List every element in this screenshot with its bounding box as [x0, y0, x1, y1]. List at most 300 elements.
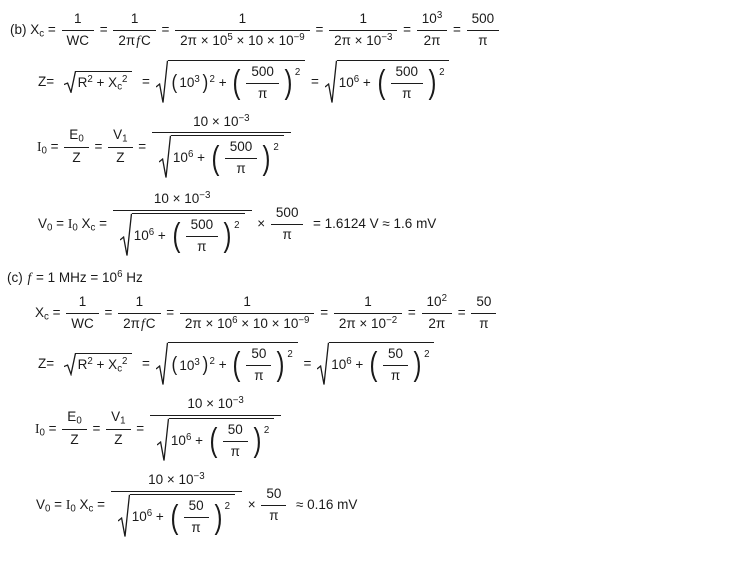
radicand [171, 135, 284, 180]
math-text: = [50, 497, 66, 513]
math-text: π [269, 508, 279, 524]
math-text: 10 [179, 75, 195, 91]
paren-content [183, 216, 222, 257]
fraction [246, 345, 271, 386]
math-text: 1 [74, 11, 82, 26]
numerator [246, 345, 271, 366]
close-paren: ) [276, 346, 285, 384]
math-text: 50 [476, 294, 492, 310]
equation-c-current [35, 395, 730, 464]
math-superscript: 2 [209, 356, 215, 368]
math-text: + [154, 227, 170, 243]
math-text: X [75, 497, 89, 513]
numerator [271, 204, 304, 225]
math-italic-var: f [136, 32, 140, 48]
numerator [261, 485, 286, 506]
math-text: WC [71, 316, 94, 332]
open-paren: ( [377, 64, 385, 102]
numerator [391, 63, 424, 84]
radicand [337, 60, 450, 105]
denominator [111, 492, 242, 540]
numerator [175, 10, 310, 31]
numerator [106, 408, 130, 429]
math-text: E [67, 409, 77, 425]
denominator [271, 225, 304, 245]
open-paren: ( [369, 346, 378, 384]
math-text: = [311, 21, 328, 37]
math-subscript: 0 [39, 427, 45, 439]
numerator [152, 113, 291, 134]
math-text: 50 [388, 346, 404, 362]
heading-c-frequency [7, 269, 730, 287]
math-text: = [134, 355, 154, 371]
math-superscript: −3 [199, 190, 211, 202]
math-superscript: 2 [122, 74, 128, 86]
paren-content [181, 497, 212, 538]
math-text: Z [70, 431, 79, 447]
fraction [108, 126, 132, 167]
radical-sign-icon [157, 418, 169, 463]
math-subscript: 0 [72, 222, 78, 234]
math-superscript: 2 [122, 356, 128, 368]
math-text: 50 [251, 346, 267, 362]
math-text: π [254, 367, 264, 383]
math-superscript: −3 [232, 394, 244, 406]
math-text: 10 [172, 150, 188, 166]
equation-b-impedance [38, 60, 730, 105]
close-paren: ) [214, 498, 223, 536]
square-root [118, 494, 235, 539]
paren-group [209, 138, 274, 179]
math-superscript: 2 [424, 348, 430, 360]
paren-content [243, 345, 274, 386]
math-text: = 1.6124 V ≈ 1.6 mV [305, 216, 437, 231]
math-text: Z= [38, 73, 62, 89]
numerator [150, 395, 281, 416]
fraction [111, 471, 242, 540]
square-root [159, 135, 284, 180]
open-paren: ( [171, 71, 177, 94]
fraction [180, 293, 315, 334]
paren-content [380, 345, 411, 386]
radical-sign-icon [325, 60, 337, 105]
math-text: = [95, 216, 111, 231]
math-superscript: 2 [441, 293, 447, 305]
math-text: 1 [243, 294, 251, 310]
open-paren: ( [172, 217, 181, 255]
math-superscript: 3 [194, 356, 200, 368]
radicand [168, 342, 298, 387]
math-text: = [449, 21, 465, 37]
paren-group [375, 63, 440, 104]
paren-content [220, 421, 251, 462]
math-text: × 10 × 10 [232, 32, 294, 48]
close-paren: ) [223, 217, 232, 255]
math-text: + [152, 509, 168, 525]
square-root [157, 418, 274, 463]
fraction [175, 10, 310, 51]
math-text: ≈ 0.16 mV [288, 497, 358, 513]
denominator [422, 314, 452, 334]
math-text: 500 [471, 11, 495, 26]
denominator [113, 31, 155, 51]
fraction [62, 408, 86, 449]
math-text: × 10 × 10 [237, 316, 299, 332]
numerator [108, 126, 132, 147]
math-text: + X [92, 74, 118, 90]
denominator [152, 133, 291, 181]
math-subscript: c [117, 363, 123, 375]
math-text: = [399, 21, 415, 37]
math-text: + [214, 356, 231, 372]
math-subscript: 1 [120, 416, 126, 428]
math-text: = [52, 216, 68, 231]
math-superscript: 6 [185, 431, 192, 443]
numerator [246, 63, 279, 84]
math-text: Z= [38, 355, 62, 371]
radical-sign-icon [156, 342, 168, 387]
denominator [329, 31, 397, 51]
math-text: X [77, 216, 91, 231]
math-text: 10 [331, 356, 347, 372]
math-superscript: 5 [227, 32, 233, 44]
radicand [168, 60, 306, 105]
math-text: π [478, 32, 488, 48]
open-paren: ( [232, 346, 241, 384]
math-text: 10 [179, 357, 195, 373]
math-superscript: 6 [353, 73, 360, 85]
math-text: π [257, 85, 268, 101]
math-serif-var: I [65, 497, 71, 513]
denominator [62, 430, 86, 450]
math-superscript: 6 [346, 356, 352, 368]
math-italic-var: f [27, 269, 32, 285]
paren-group [230, 63, 295, 104]
numerator [66, 293, 99, 314]
radical-sign-icon [64, 71, 76, 93]
numerator [467, 10, 500, 31]
paren-group [170, 71, 210, 94]
denominator [383, 366, 408, 386]
math-italic-var: f [140, 316, 145, 332]
paren-content [178, 74, 200, 92]
numerator [417, 10, 447, 31]
math-subscript: c [90, 222, 96, 234]
math-text: + [193, 150, 209, 166]
math-text: = [134, 73, 154, 89]
square-root [317, 342, 434, 387]
denominator [180, 314, 315, 334]
math-text: 1 [359, 11, 367, 26]
math-text: 1 [78, 294, 87, 310]
math-superscript: 2 [294, 66, 301, 78]
math-text: 50 [266, 486, 282, 502]
math-text: = [96, 21, 112, 37]
radicand [132, 213, 245, 258]
math-text: 500 [251, 63, 274, 79]
radicand [76, 71, 133, 93]
math-text: 1 [135, 294, 144, 310]
radicand [130, 494, 235, 539]
fraction [150, 395, 281, 464]
fraction [223, 421, 248, 462]
equation-c-xc [35, 293, 730, 334]
math-superscript: −2 [386, 315, 398, 327]
paren-group [207, 421, 264, 462]
denominator [113, 211, 252, 259]
math-text: π [197, 238, 207, 254]
math-text: 2π × 10 [180, 32, 228, 48]
fraction [422, 293, 452, 334]
math-text: 500 [229, 139, 253, 155]
fraction [184, 497, 209, 538]
fraction [113, 190, 252, 259]
math-superscript: 6 [146, 508, 153, 520]
equation-b-current [37, 113, 730, 182]
math-text: π [282, 226, 292, 242]
paren-group [367, 345, 424, 386]
fraction [225, 138, 258, 179]
radicand [76, 353, 133, 375]
math-text: = [88, 420, 105, 436]
math-subscript: 0 [76, 416, 82, 428]
paren-content [222, 138, 261, 179]
math-text: R [77, 74, 88, 90]
numerator [64, 126, 88, 147]
math-text: 1 [364, 294, 372, 310]
math-superscript: 6 [187, 149, 194, 161]
denominator [334, 314, 402, 334]
close-paren: ) [202, 71, 209, 94]
math-text: E [69, 127, 79, 143]
close-paren: ) [262, 139, 271, 177]
close-paren: ) [413, 346, 422, 384]
equation-b-xc [10, 10, 730, 51]
radical-sign-icon [120, 213, 132, 258]
math-text: (b) X [10, 21, 40, 37]
math-text: = [404, 305, 420, 321]
math-text: π [230, 443, 240, 459]
math-text: = 1 MHz = 10 [32, 269, 118, 285]
fraction [383, 345, 408, 386]
math-superscript: 2 [234, 219, 240, 231]
denominator [391, 84, 424, 104]
math-text: V [36, 497, 46, 513]
equation-b-output-voltage [38, 190, 730, 259]
paren-content [243, 63, 282, 104]
fraction [471, 293, 496, 334]
denominator [225, 159, 258, 179]
math-text: C [141, 32, 151, 48]
math-text: 2π × 10 [338, 316, 387, 332]
fraction [467, 10, 500, 51]
radical-sign-icon [159, 135, 171, 180]
open-paren: ( [232, 64, 241, 102]
math-subscript: c [44, 311, 49, 323]
math-text: = [453, 305, 470, 321]
math-text: + [359, 74, 375, 90]
math-text: 2π [118, 32, 136, 48]
math-text: Z [116, 149, 125, 165]
math-subscript: 0 [41, 145, 47, 157]
numerator [113, 190, 252, 211]
math-subscript: 0 [45, 504, 51, 516]
math-text: = [162, 305, 178, 321]
square-root [120, 213, 245, 258]
close-paren: ) [428, 64, 437, 102]
math-text: Z [114, 431, 123, 447]
denominator [246, 84, 279, 104]
numerator [223, 421, 248, 442]
denominator [261, 506, 286, 526]
math-text: = [134, 138, 150, 154]
fraction [113, 10, 155, 51]
math-text: 2π [123, 316, 140, 332]
open-paren: ( [211, 139, 220, 177]
math-superscript: 6 [117, 268, 123, 280]
math-text: 2π × 10 [334, 32, 382, 48]
paren-content [388, 63, 427, 104]
math-text: + [351, 356, 368, 372]
denominator [64, 148, 88, 168]
open-paren: ( [171, 353, 177, 376]
math-superscript: −9 [293, 32, 305, 44]
numerator [334, 293, 402, 314]
math-text: 1 [130, 11, 139, 26]
math-superscript: 6 [148, 227, 155, 239]
fraction [391, 63, 424, 104]
denominator [118, 314, 160, 334]
denominator [150, 416, 281, 464]
math-text: = [44, 420, 61, 436]
numerator [113, 10, 155, 31]
denominator [175, 31, 310, 51]
denominator [108, 148, 132, 168]
close-paren: ) [202, 353, 209, 376]
numerator [422, 293, 452, 314]
math-superscript: −9 [298, 315, 310, 327]
math-text: 500 [190, 217, 214, 232]
fraction [64, 126, 88, 167]
math-superscript: 2 [439, 66, 445, 78]
math-superscript: −3 [381, 32, 393, 44]
math-text: + [191, 432, 207, 448]
paren-group [230, 345, 287, 386]
math-superscript: 2 [273, 142, 279, 154]
math-text: X [35, 305, 45, 321]
numerator [225, 138, 258, 159]
numerator [111, 471, 242, 492]
math-text: V [111, 409, 121, 425]
math-text: = [48, 305, 65, 321]
math-text: = [299, 355, 316, 371]
math-text: π [390, 367, 401, 383]
math-text: 2π [428, 316, 446, 332]
fraction [417, 10, 447, 51]
paren-group [170, 353, 210, 376]
denominator [471, 314, 496, 334]
math-text: 2π [423, 32, 441, 48]
denominator [246, 366, 271, 386]
math-text: = [157, 21, 174, 37]
math-subscript: c [88, 504, 94, 516]
math-text: π [402, 85, 412, 101]
open-paren: ( [170, 498, 179, 536]
math-text: = [46, 138, 63, 154]
fraction [62, 10, 95, 51]
square-root [325, 60, 450, 105]
open-paren: ( [209, 421, 218, 459]
paren-group [168, 497, 225, 538]
fraction [66, 293, 99, 334]
math-superscript: 2 [287, 348, 293, 360]
math-superscript: 6 [232, 315, 238, 327]
math-text: 10 [338, 74, 354, 90]
math-subscript: 0 [78, 133, 84, 145]
fraction [152, 113, 291, 182]
math-text: = [307, 73, 323, 89]
radical-sign-icon [156, 60, 168, 105]
denominator [106, 430, 130, 450]
math-subscript: c [117, 81, 123, 93]
math-text: 1 [238, 11, 247, 26]
fraction [334, 293, 402, 334]
math-text: + [214, 74, 231, 90]
fraction [118, 293, 160, 334]
math-text: 10 [421, 11, 437, 26]
math-text: 10 × 10 [153, 191, 200, 207]
math-subscript: 0 [47, 222, 53, 234]
radical-sign-icon [317, 342, 329, 387]
fraction [106, 408, 130, 449]
denominator [417, 31, 447, 51]
math-superscript: 2 [263, 424, 270, 436]
close-paren: ) [253, 421, 262, 459]
math-text: R [77, 357, 88, 373]
radical-sign-icon [64, 353, 76, 375]
math-text: + X [92, 357, 118, 373]
numerator [184, 497, 209, 518]
numerator [383, 345, 408, 366]
denominator [66, 314, 99, 334]
math-text: π [479, 316, 489, 332]
radical-sign-icon [118, 494, 130, 539]
square-root [64, 353, 133, 375]
math-superscript: −3 [238, 112, 250, 124]
math-text: 10 × 10 [187, 395, 233, 411]
math-text: 10 × 10 [193, 113, 239, 129]
denominator [62, 31, 95, 51]
math-text: = [93, 497, 109, 513]
math-text: Z [72, 149, 81, 165]
math-subscript: 1 [122, 133, 128, 145]
radicand [169, 418, 274, 463]
numerator [329, 10, 397, 31]
math-text: 10 [170, 432, 186, 448]
numerator [180, 293, 315, 314]
math-text: WC [66, 32, 90, 48]
math-text: V [38, 216, 48, 231]
math-text: C [145, 316, 156, 332]
square-root [64, 71, 133, 93]
math-text: Hz [122, 269, 143, 285]
math-text: 10 [133, 227, 149, 243]
numerator [118, 293, 160, 314]
math-text: 50 [227, 421, 243, 437]
math-text: V [113, 127, 123, 143]
math-subscript: 0 [70, 504, 76, 516]
denominator [186, 237, 219, 257]
